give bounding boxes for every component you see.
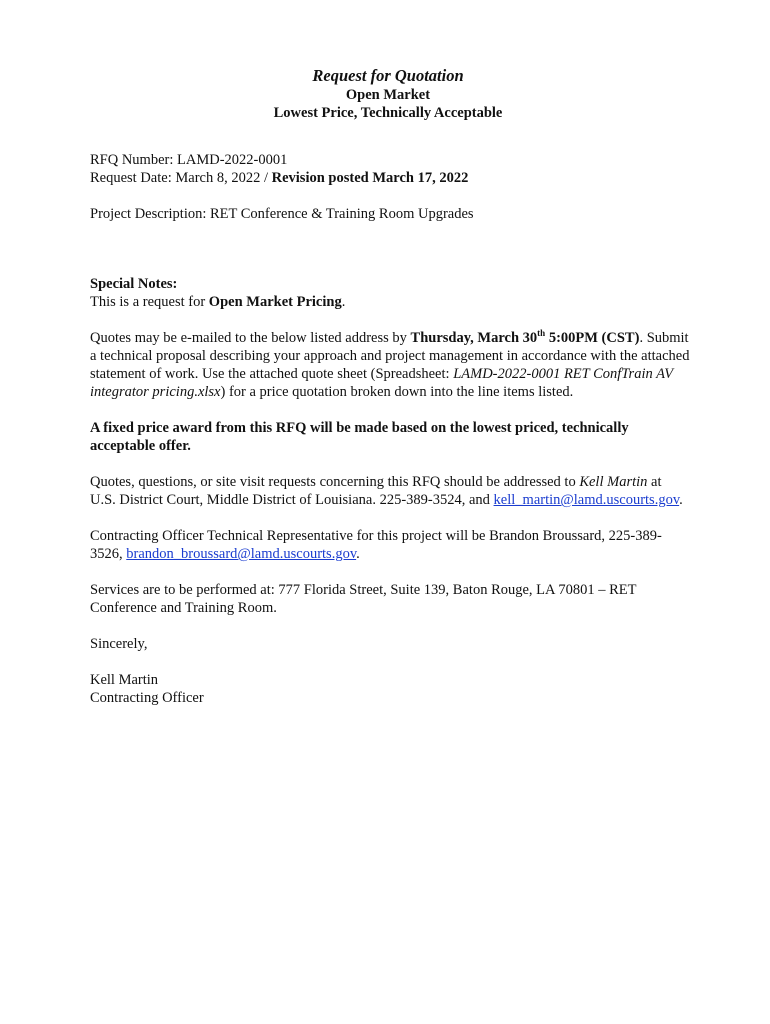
quote-deadline-suffix: th <box>537 328 546 339</box>
open-market-pricing: Open Market Pricing <box>208 294 342 310</box>
quotes-end: ) for a price quotation broken down into the line items listed. <box>220 384 574 400</box>
project-description-label: Project Description: <box>90 206 211 222</box>
project-description <box>90 205 690 223</box>
quote-deadline-date: Thursday, March 30 <box>410 330 538 346</box>
special-notes-block <box>90 275 690 311</box>
signer-role: Contracting Officer <box>90 690 204 706</box>
document-page <box>90 66 690 707</box>
document-subtitle-lpta: Lowest Price, Technically Acceptable <box>273 105 503 121</box>
contact-paragraph <box>90 473 690 509</box>
cotr-end: . <box>356 546 360 562</box>
cotr-email-link[interactable]: brandon_broussard@lamd.uscourts.gov <box>126 546 357 562</box>
document-header <box>86 66 690 122</box>
quote-deadline-time: 5:00PM (CST) <box>545 330 640 346</box>
request-date-label: Request Date: <box>90 170 176 186</box>
request-date-value: March 8, 2022 / <box>175 170 272 186</box>
contact-end: . <box>679 492 683 508</box>
quote-sheet-filename: LAMD-2022-0001 RET ConfTrain AV integrator pricing.xlsx <box>90 366 673 400</box>
contact-name: Kell Martin <box>579 474 648 490</box>
document-subtitle-open-market: Open Market <box>345 87 431 103</box>
award-text: A fixed price award from this RFQ will be made based on the lowest priced, technically acceptable offer. <box>90 420 629 454</box>
rfq-number-line <box>90 151 690 169</box>
quotes-body: . Submit a technical proposal describing your approach and project management in accordance with the attached statement of work. Use the attached quote sheet (Spreadsheet: <box>90 330 690 382</box>
quotes-intro: Quotes may be e-mailed to the below listed address by <box>90 330 411 346</box>
quote-deadline <box>411 330 640 346</box>
contact-intro: Quotes, questions, or site visit requests concerning this RFQ should be addressed to <box>90 474 580 490</box>
special-notes-period: . <box>341 294 346 310</box>
cotr-paragraph <box>90 527 690 563</box>
special-notes-heading: Special Notes: <box>90 276 178 292</box>
contact-details: at U.S. District Court, Middle District of Louisiana. 225-389-3524, and <box>90 474 662 508</box>
rfq-info-block <box>90 151 690 187</box>
rfq-number-value: LAMD-2022-0001 <box>177 152 288 168</box>
document-title: Request for Quotation <box>312 66 464 85</box>
signature-block <box>90 671 690 707</box>
request-date-line <box>90 169 690 187</box>
signer-name: Kell Martin <box>90 672 159 688</box>
special-notes-text: This is a request for <box>90 294 209 310</box>
rfq-number-label: RFQ Number: <box>90 152 177 168</box>
services-location: Services are to be performed at: 777 Florida Street, Suite 139, Baton Rouge, LA 70801 – RET Conference and Training Room. <box>90 582 637 616</box>
cotr-text: Contracting Officer Technical Representative for this project will be Brandon Broussard, 225-389-3526, <box>90 528 662 562</box>
project-description-value: RET Conference & Training Room Upgrades <box>210 206 474 222</box>
closing-salutation: Sincerely, <box>90 636 148 652</box>
contact-email-link[interactable]: kell_martin@lamd.uscourts.gov <box>493 492 680 508</box>
award-statement <box>90 419 690 455</box>
quotes-paragraph <box>90 329 690 401</box>
revision-notice: Revision posted March 17, 2022 <box>271 170 469 186</box>
special-notes-line <box>90 293 690 311</box>
